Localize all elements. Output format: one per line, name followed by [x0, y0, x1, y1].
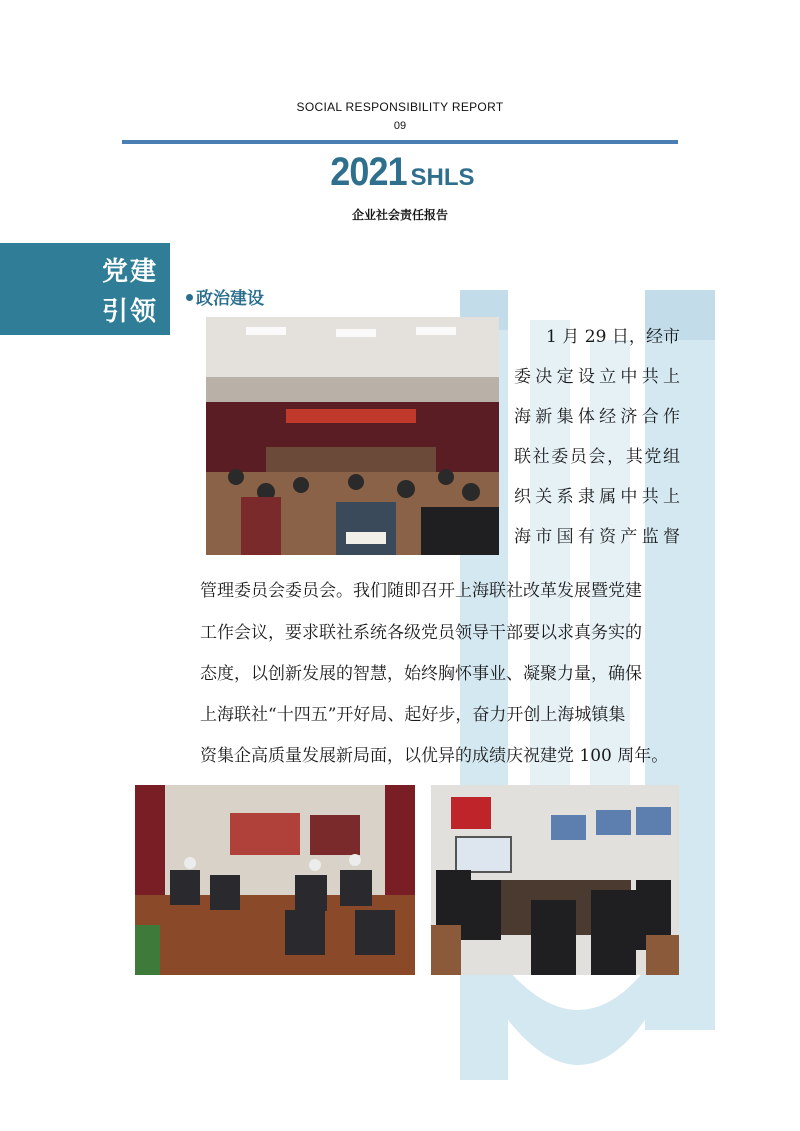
- body-line-wrapped-5: 织关系隶属中共上: [514, 487, 680, 507]
- dot-bullet-icon: [186, 294, 193, 301]
- body-line-full-4: 上海联社“十四五”开好局、起好步，奋力开创上海城镇集: [200, 705, 626, 725]
- section-title-line1: 党建: [101, 257, 158, 287]
- report-label: SOCIAL RESPONSIBILITY REPORT: [296, 100, 504, 114]
- brand-abbr: SHLS: [410, 164, 475, 191]
- body-line-full-2: 工作会议，要求联社系统各级党员领导干部要以求真务实的: [200, 623, 642, 643]
- page-number: 09: [393, 120, 407, 132]
- header-rule: [122, 140, 678, 144]
- section-tab: [0, 243, 170, 335]
- body-line-full-3: 态度，以创新发展的智慧，始终胸怀事业、凝聚力量，确保: [200, 664, 642, 684]
- body-line-full-1: 管理委员会委员会。我们随即召开上海联社改革发展暨党建: [200, 581, 642, 601]
- subsection-heading-text: 政治建设: [196, 289, 264, 309]
- brand-title: [0, 150, 800, 195]
- brand-subtitle: 企业社会责任报告: [351, 208, 448, 222]
- brand-year: 2021: [329, 150, 407, 194]
- photo-conference-room: [135, 785, 415, 975]
- body-line-wrapped-1: 1 月 29 日，经市: [546, 327, 680, 347]
- body-line-wrapped-3: 海新集体经济合作: [514, 407, 680, 427]
- body-line-wrapped-2: 委决定设立中共上: [514, 367, 680, 387]
- body-line-full-5: 资集企高质量发展新局面，以优异的成绩庆祝建党 100 周年。: [200, 746, 669, 766]
- section-title-line2: 引领: [101, 297, 158, 327]
- body-line-wrapped-6: 海市国有资产监督: [514, 527, 680, 547]
- photo-boardroom: [431, 785, 679, 975]
- subsection-heading: [186, 284, 264, 309]
- body-line-wrapped-4: 联社委员会，其党组: [514, 447, 680, 467]
- photo-meeting-hall: [206, 317, 499, 555]
